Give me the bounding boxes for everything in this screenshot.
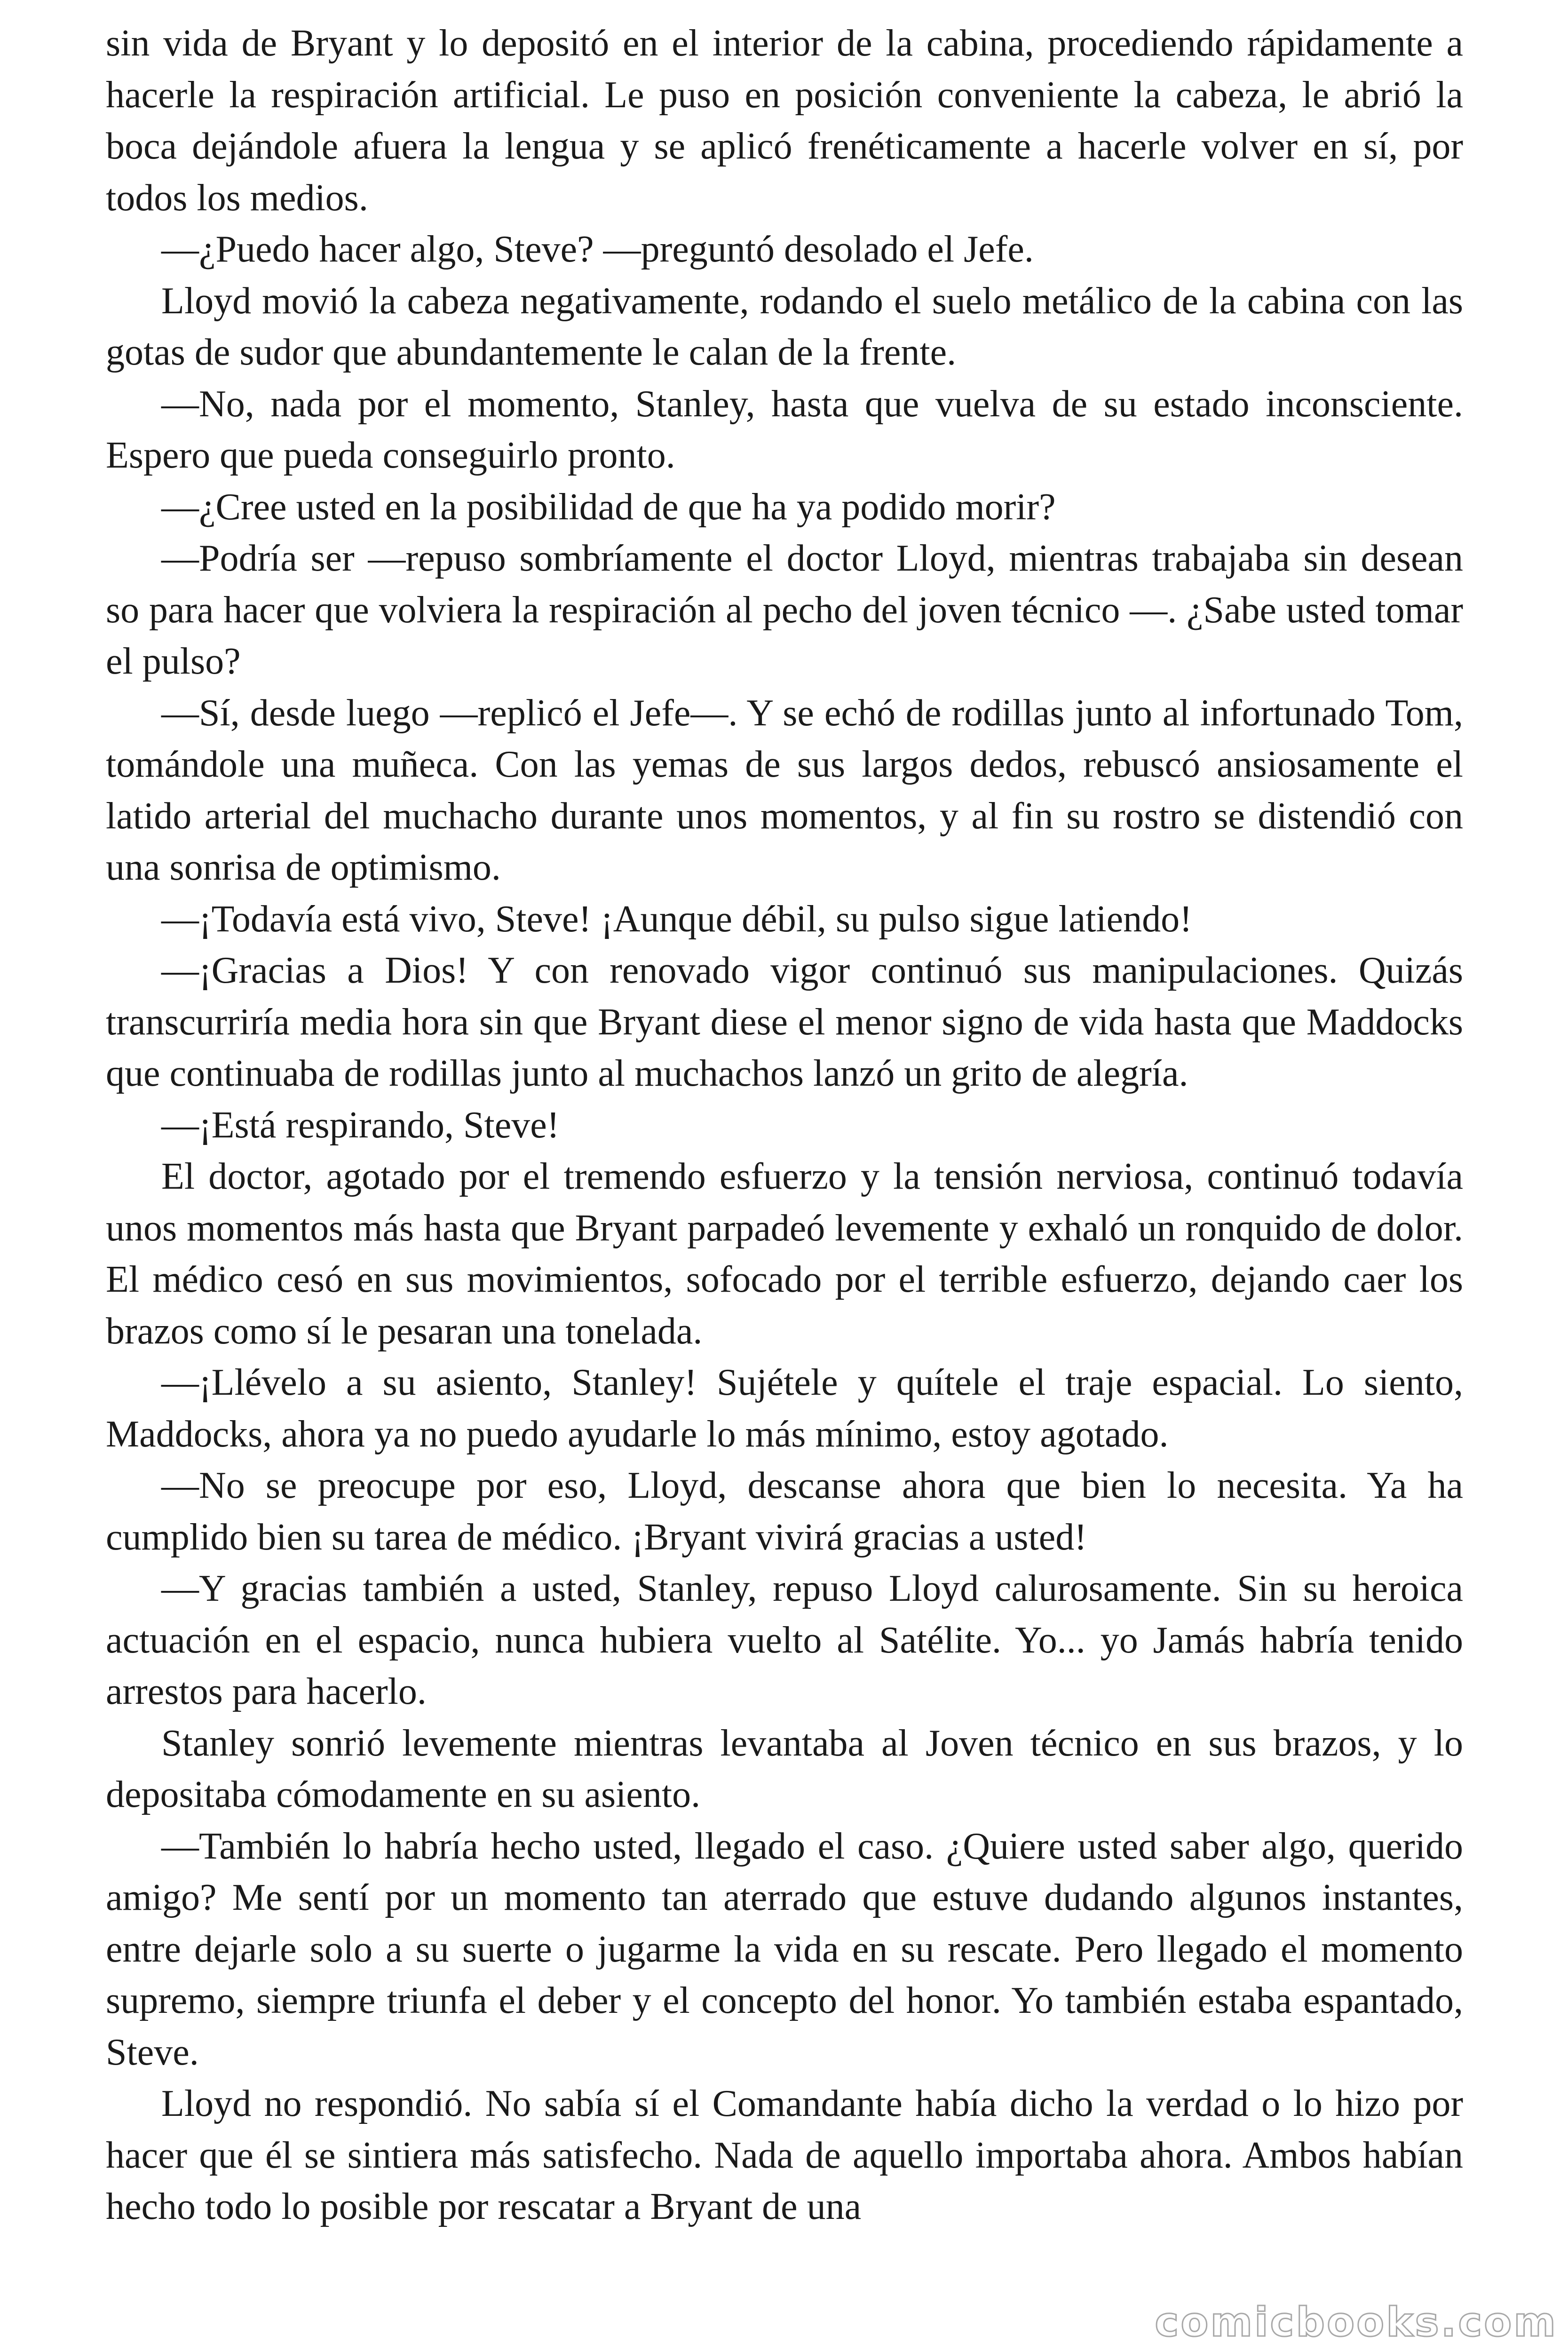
paragraph: —¿Cree usted en la posibilidad de que ha ya podido morir?: [161, 486, 1056, 528]
paragraph: —No se preocupe por eso, Lloyd, descanse ahora que bien lo necesita. Ya ha cumplido bien su tarea de médico. ¡Bryant vivirá gracias a usted!: [106, 1465, 1463, 1558]
paragraph: Stanley sonrió levemente mientras levantaba al Joven técnico en sus brazos, y lo depositaba cómodamente en su asiento.: [106, 1722, 1463, 1815]
paragraph: —¿Puedo hacer algo, Steve? —preguntó desolado el Jefe.: [161, 229, 1034, 270]
watermark: comicbooks.com: [1155, 2299, 1558, 2346]
paragraph: —No, nada por el momento, Stanley, hasta que vuelva de su estado inconsciente. Espero que pueda conseguirlo pronto.: [106, 383, 1463, 476]
paragraph: —¡Está respirando, Steve!: [161, 1104, 560, 1146]
paragraph: —Podría ser —repuso sombríamente el doctor Lloyd, mientras trabajaba sin desean so para hacer que volviera la respiración al pecho del joven técnico —. ¿Sabe usted tomar el pulso?: [106, 538, 1463, 682]
paragraph: —¡Gracias a Dios! Y con renovado vigor continuó sus manipulaciones. Quizás transcurriría media hora sin que Bryant diese el menor signo de vida hasta que Maddocks que continuaba de rodillas junto al muchachos lanzó un grito de alegría.: [106, 950, 1463, 1094]
paragraph: —Sí, desde luego —replicó el Jefe—. Y se echó de rodillas junto al infortunado Tom, tomándole una muñeca. Con las yemas de sus largos dedos, rebuscó ansiosamente el latido arterial del muchacho durante unos momentos, y al fin su rostro se distendió con una sonrisa de optimismo.: [106, 692, 1463, 888]
paragraph: —¡Llévelo a su asiento, Stanley! Sujétele y quítele el traje espacial. Lo siento, Maddocks, ahora ya no puedo ayudarle lo más mínimo, estoy agotado.: [106, 1362, 1463, 1455]
paragraph: —¡Todavía está vivo, Steve! ¡Aunque débil, su pulso sigue latiendo!: [161, 898, 1192, 940]
paragraph: —También lo habría hecho usted, llegado el caso. ¿Quiere usted saber algo, querido amigo? Me sentí por un momento tan aterrado que estuve dudando algunos instantes, entre dejarle solo a su suerte o jugarme la vida en su rescate. Pero llegado el momento supremo, siempre triunfa el deber y el concepto del honor. Yo también estaba espantado, Steve.: [106, 1825, 1463, 2073]
paragraph: sin vida de Bryant y lo depositó en el interior de la cabina, procediendo rápidamente a hacerle la respiración artificial. Le puso en posición conveniente la cabeza, le abrió la boca dejándole afuera la lengua y se aplicó frenéticamente a hacerle volver en sí, por todos los medios.: [106, 23, 1463, 219]
page-body: [106, 18, 1463, 2233]
paragraph: Lloyd movió la cabeza negativamente, rodando el suelo metálico de la cabina con las gotas de sudor que abundantemente le calan de la frente.: [106, 280, 1463, 373]
paragraph: —Y gracias también a usted, Stanley, repuso Lloyd calurosamente. Sin su heroica actuación en el espacio, nunca hubiera vuelto al Satélite. Yo... yo Jamás habría tenido arrestos para hacerlo.: [106, 1568, 1463, 1712]
paragraph: Lloyd no respondió. No sabía sí el Comandante había dicho la verdad o lo hizo por hacer que él se sintiera más satisfecho. Nada de aquello importaba ahora. Ambos habían hecho todo lo posible por rescatar a Bryant de una: [106, 2083, 1463, 2227]
paragraph: El doctor, agotado por el tremendo esfuerzo y la tensión nerviosa, continuó todavía unos momentos más hasta que Bryant parpadeó levemente y exhaló un ronquido de dolor. El médico cesó en sus movimientos, sofocado por el terrible esfuerzo, dejando caer los brazos como sí le pesaran una tonelada.: [106, 1156, 1463, 1352]
